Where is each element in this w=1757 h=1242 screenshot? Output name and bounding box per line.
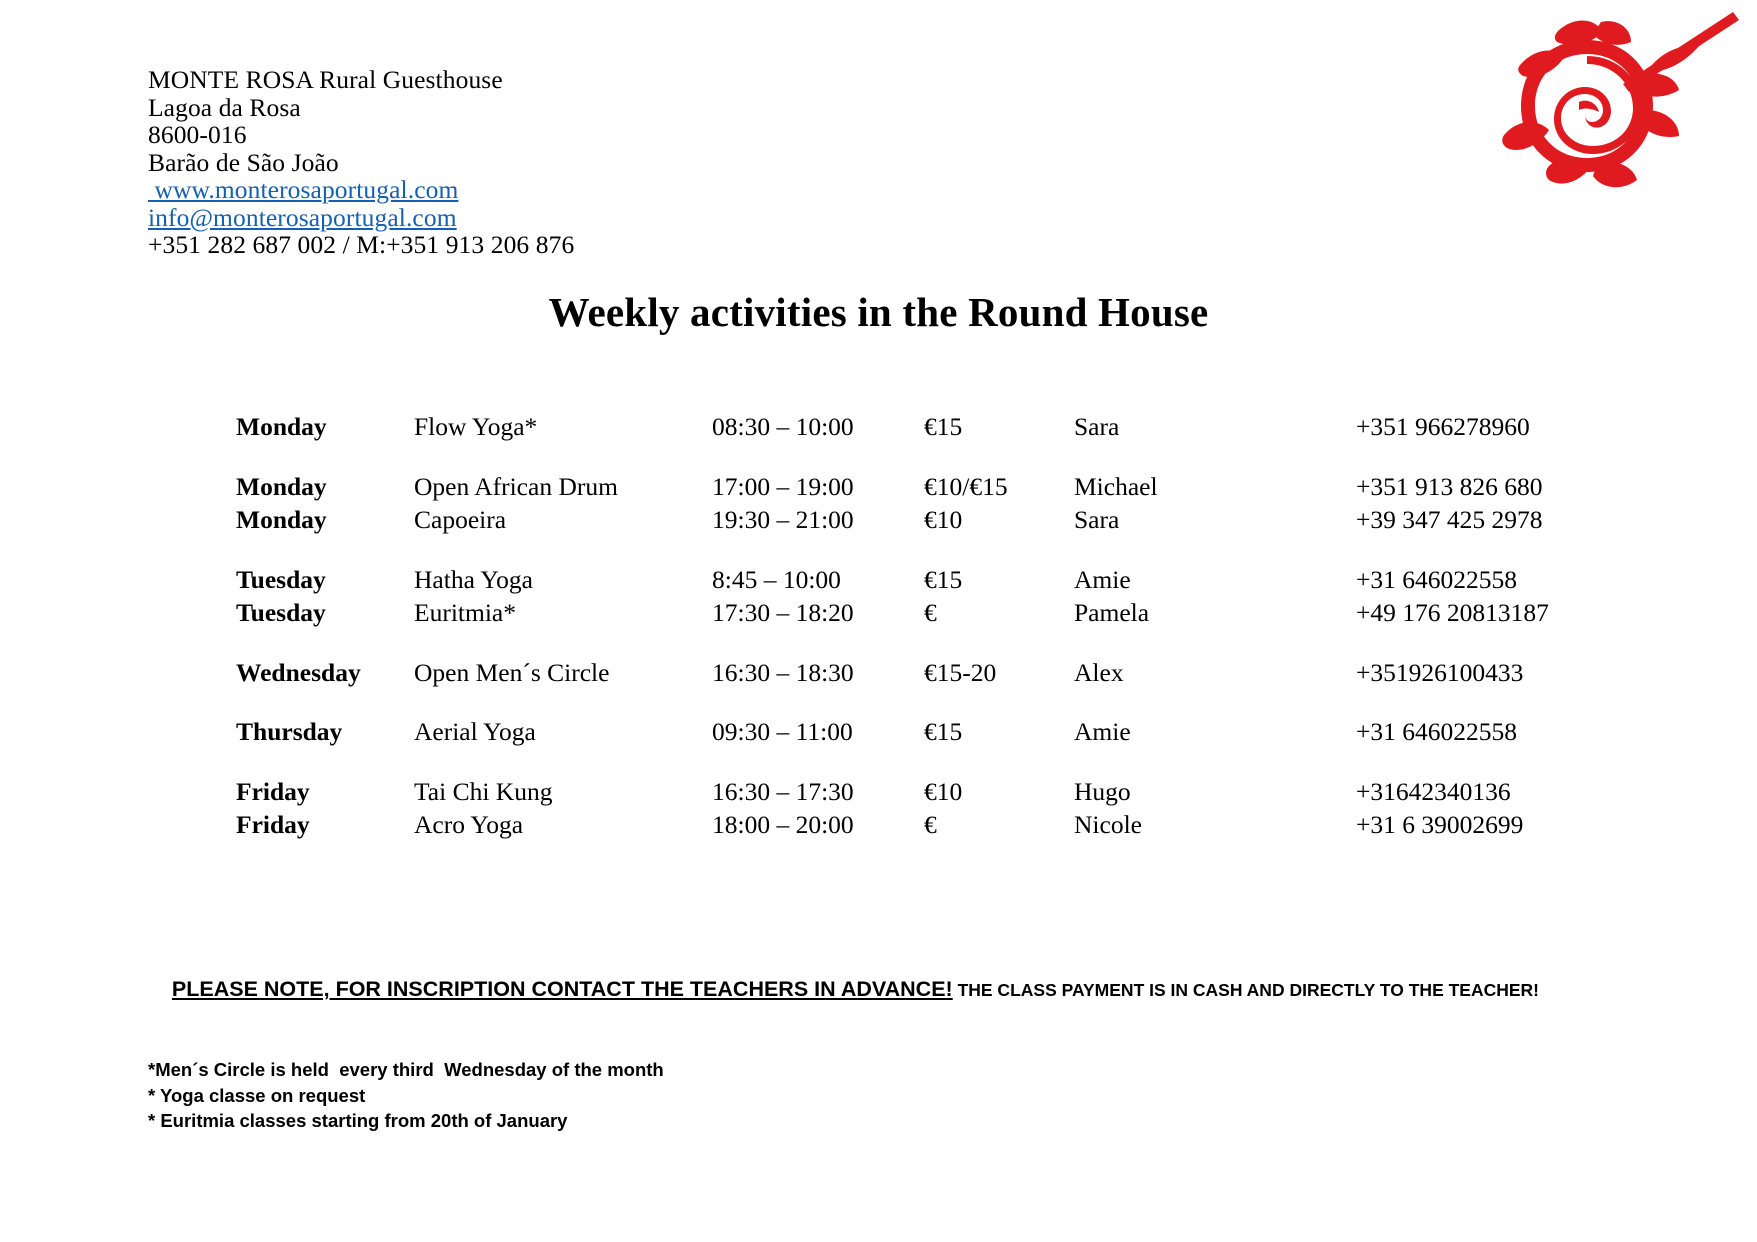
schedule-cell-phone: +31 646022558 — [1356, 717, 1518, 746]
schedule-cell-phone: +31642340136 — [1356, 776, 1511, 806]
row-spacer-cell — [236, 444, 1656, 470]
rose-logo — [1475, 6, 1745, 221]
schedule-cell-price: €10/€15 — [924, 471, 1008, 501]
schedule-cell-teacher: Pamela — [1074, 598, 1150, 627]
schedule-cell-teacher: Alex — [1074, 657, 1124, 687]
schedule-cell-day: Monday — [236, 505, 327, 534]
note-headline-main: PLEASE NOTE, FOR INSCRIPTION CONTACT THE TEACHERS IN ADVANCE! — [171, 977, 953, 1001]
row-spacer-cell — [236, 630, 1656, 656]
schedule-cell-price: €15 — [924, 717, 963, 746]
schedule-cell-day: Friday — [236, 776, 310, 806]
schedule-cell-activity: Open Men´s Circle — [414, 657, 610, 687]
schedule-cell-price: € — [924, 810, 937, 839]
address-line-postcode: 8600-016 — [148, 120, 247, 149]
row-spacer-cell — [236, 537, 1656, 563]
weekly-activities-table — [236, 410, 1656, 842]
schedule-cell-activity: Flow Yoga* — [414, 412, 538, 441]
schedule-cell-phone: +351 913 826 680 — [1356, 471, 1543, 501]
schedule-cell-time: 16:30 – 18:30 — [712, 657, 854, 687]
schedule-cell-day: Tuesday — [236, 598, 326, 627]
row-spacer — [236, 537, 1656, 563]
schedule-cell-price: €10 — [924, 505, 963, 534]
schedule-cell-activity: Hatha Yoga — [414, 564, 533, 594]
note-item: * Euritmia classes starting from 20th of January — [148, 1110, 568, 1131]
schedule-cell-phone: +351 966278960 — [1356, 412, 1530, 441]
schedule-cell-price: €15 — [924, 412, 963, 441]
schedule-cell-time: 19:30 – 21:00 — [712, 505, 854, 534]
guesthouse-contact-block — [148, 66, 574, 259]
schedule-cell-teacher: Michael — [1074, 471, 1158, 501]
schedule-cell-price: €15-20 — [924, 657, 997, 687]
schedule-cell-activity: Euritmia* — [414, 598, 516, 627]
table-row — [236, 775, 1656, 809]
schedule-cell-teacher: Nicole — [1074, 810, 1142, 839]
schedule-cell-teacher: Amie — [1074, 717, 1131, 746]
schedule-cell-activity: Acro Yoga — [414, 810, 524, 839]
row-spacer — [236, 444, 1656, 470]
schedule-cell-phone: +351926100433 — [1356, 657, 1524, 687]
schedule-cell-teacher: Amie — [1074, 564, 1131, 594]
schedule-cell-activity: Tai Chi Kung — [414, 776, 553, 806]
table-row — [236, 503, 1656, 537]
table-row — [236, 470, 1656, 504]
row-spacer-cell — [236, 689, 1656, 715]
schedule-body — [236, 410, 1656, 842]
schedule-cell-activity: Open African Drum — [414, 471, 618, 501]
schedule-cell-day: Thursday — [236, 717, 343, 746]
schedule-cell-time: 8:45 – 10:00 — [712, 564, 841, 594]
schedule-cell-phone: +31 646022558 — [1356, 564, 1518, 594]
note-item: *Men´s Circle is held every third Wednesday of the month — [148, 1059, 664, 1080]
row-spacer-cell — [236, 749, 1656, 775]
email-link[interactable]: info@monterosaportugal.com — [148, 202, 457, 232]
schedule-cell-price: € — [924, 598, 937, 627]
schedule-cell-activity: Capoeira — [414, 505, 507, 534]
table-row — [236, 596, 1656, 630]
schedule-cell-time: 18:00 – 20:00 — [712, 810, 854, 839]
page-title: Weekly activities in the Round House — [548, 289, 1209, 335]
phone-numbers: +351 282 687 002 / M:+351 913 206 876 — [148, 230, 575, 259]
schedule-cell-teacher: Hugo — [1074, 776, 1131, 806]
schedule-cell-day: Tuesday — [236, 564, 326, 594]
row-spacer — [236, 749, 1656, 775]
schedule-cell-time: 17:00 – 19:00 — [712, 471, 854, 501]
schedule-cell-time: 08:30 – 10:00 — [712, 412, 854, 441]
schedule-cell-phone: +31 6 39002699 — [1356, 810, 1524, 839]
row-spacer — [236, 630, 1656, 656]
schedule-cell-phone: +39 347 425 2978 — [1356, 505, 1543, 534]
footer-notes — [148, 952, 1539, 1134]
row-spacer — [236, 689, 1656, 715]
address-line-town: Barão de São João — [148, 147, 339, 177]
note-headline-suffix: THE CLASS PAYMENT IS IN CASH AND DIRECTLY TO THE TEACHER! — [952, 980, 1540, 1000]
schedule-cell-day: Monday — [236, 471, 327, 501]
schedule-cell-activity: Aerial Yoga — [414, 717, 536, 746]
schedule-cell-price: €10 — [924, 776, 963, 806]
schedule-cell-day: Monday — [236, 412, 327, 441]
schedule-cell-day: Friday — [236, 810, 310, 839]
schedule-cell-price: €15 — [924, 564, 963, 594]
table-row — [236, 410, 1656, 444]
guesthouse-name: MONTE ROSA Rural Guesthouse — [148, 65, 503, 94]
table-row — [236, 656, 1656, 690]
schedule-cell-day: Wednesday — [236, 657, 361, 687]
table-row — [236, 808, 1656, 842]
schedule-cell-phone: +49 176 20813187 — [1356, 598, 1549, 627]
table-row — [236, 563, 1656, 597]
schedule-cell-teacher: Sara — [1074, 412, 1120, 441]
schedule-cell-time: 17:30 – 18:20 — [712, 598, 854, 627]
schedule-cell-teacher: Sara — [1074, 505, 1120, 534]
note-headline — [148, 952, 1539, 1027]
address-line-street: Lagoa da Rosa — [148, 92, 301, 122]
schedule-cell-time: 16:30 – 17:30 — [712, 776, 854, 806]
note-list — [148, 1057, 1539, 1134]
table-row — [236, 715, 1656, 749]
schedule-cell-time: 09:30 – 11:00 — [712, 717, 853, 746]
note-item: * Yoga classe on request — [148, 1084, 366, 1106]
website-link[interactable]: www.monterosaportugal.com — [148, 175, 459, 204]
